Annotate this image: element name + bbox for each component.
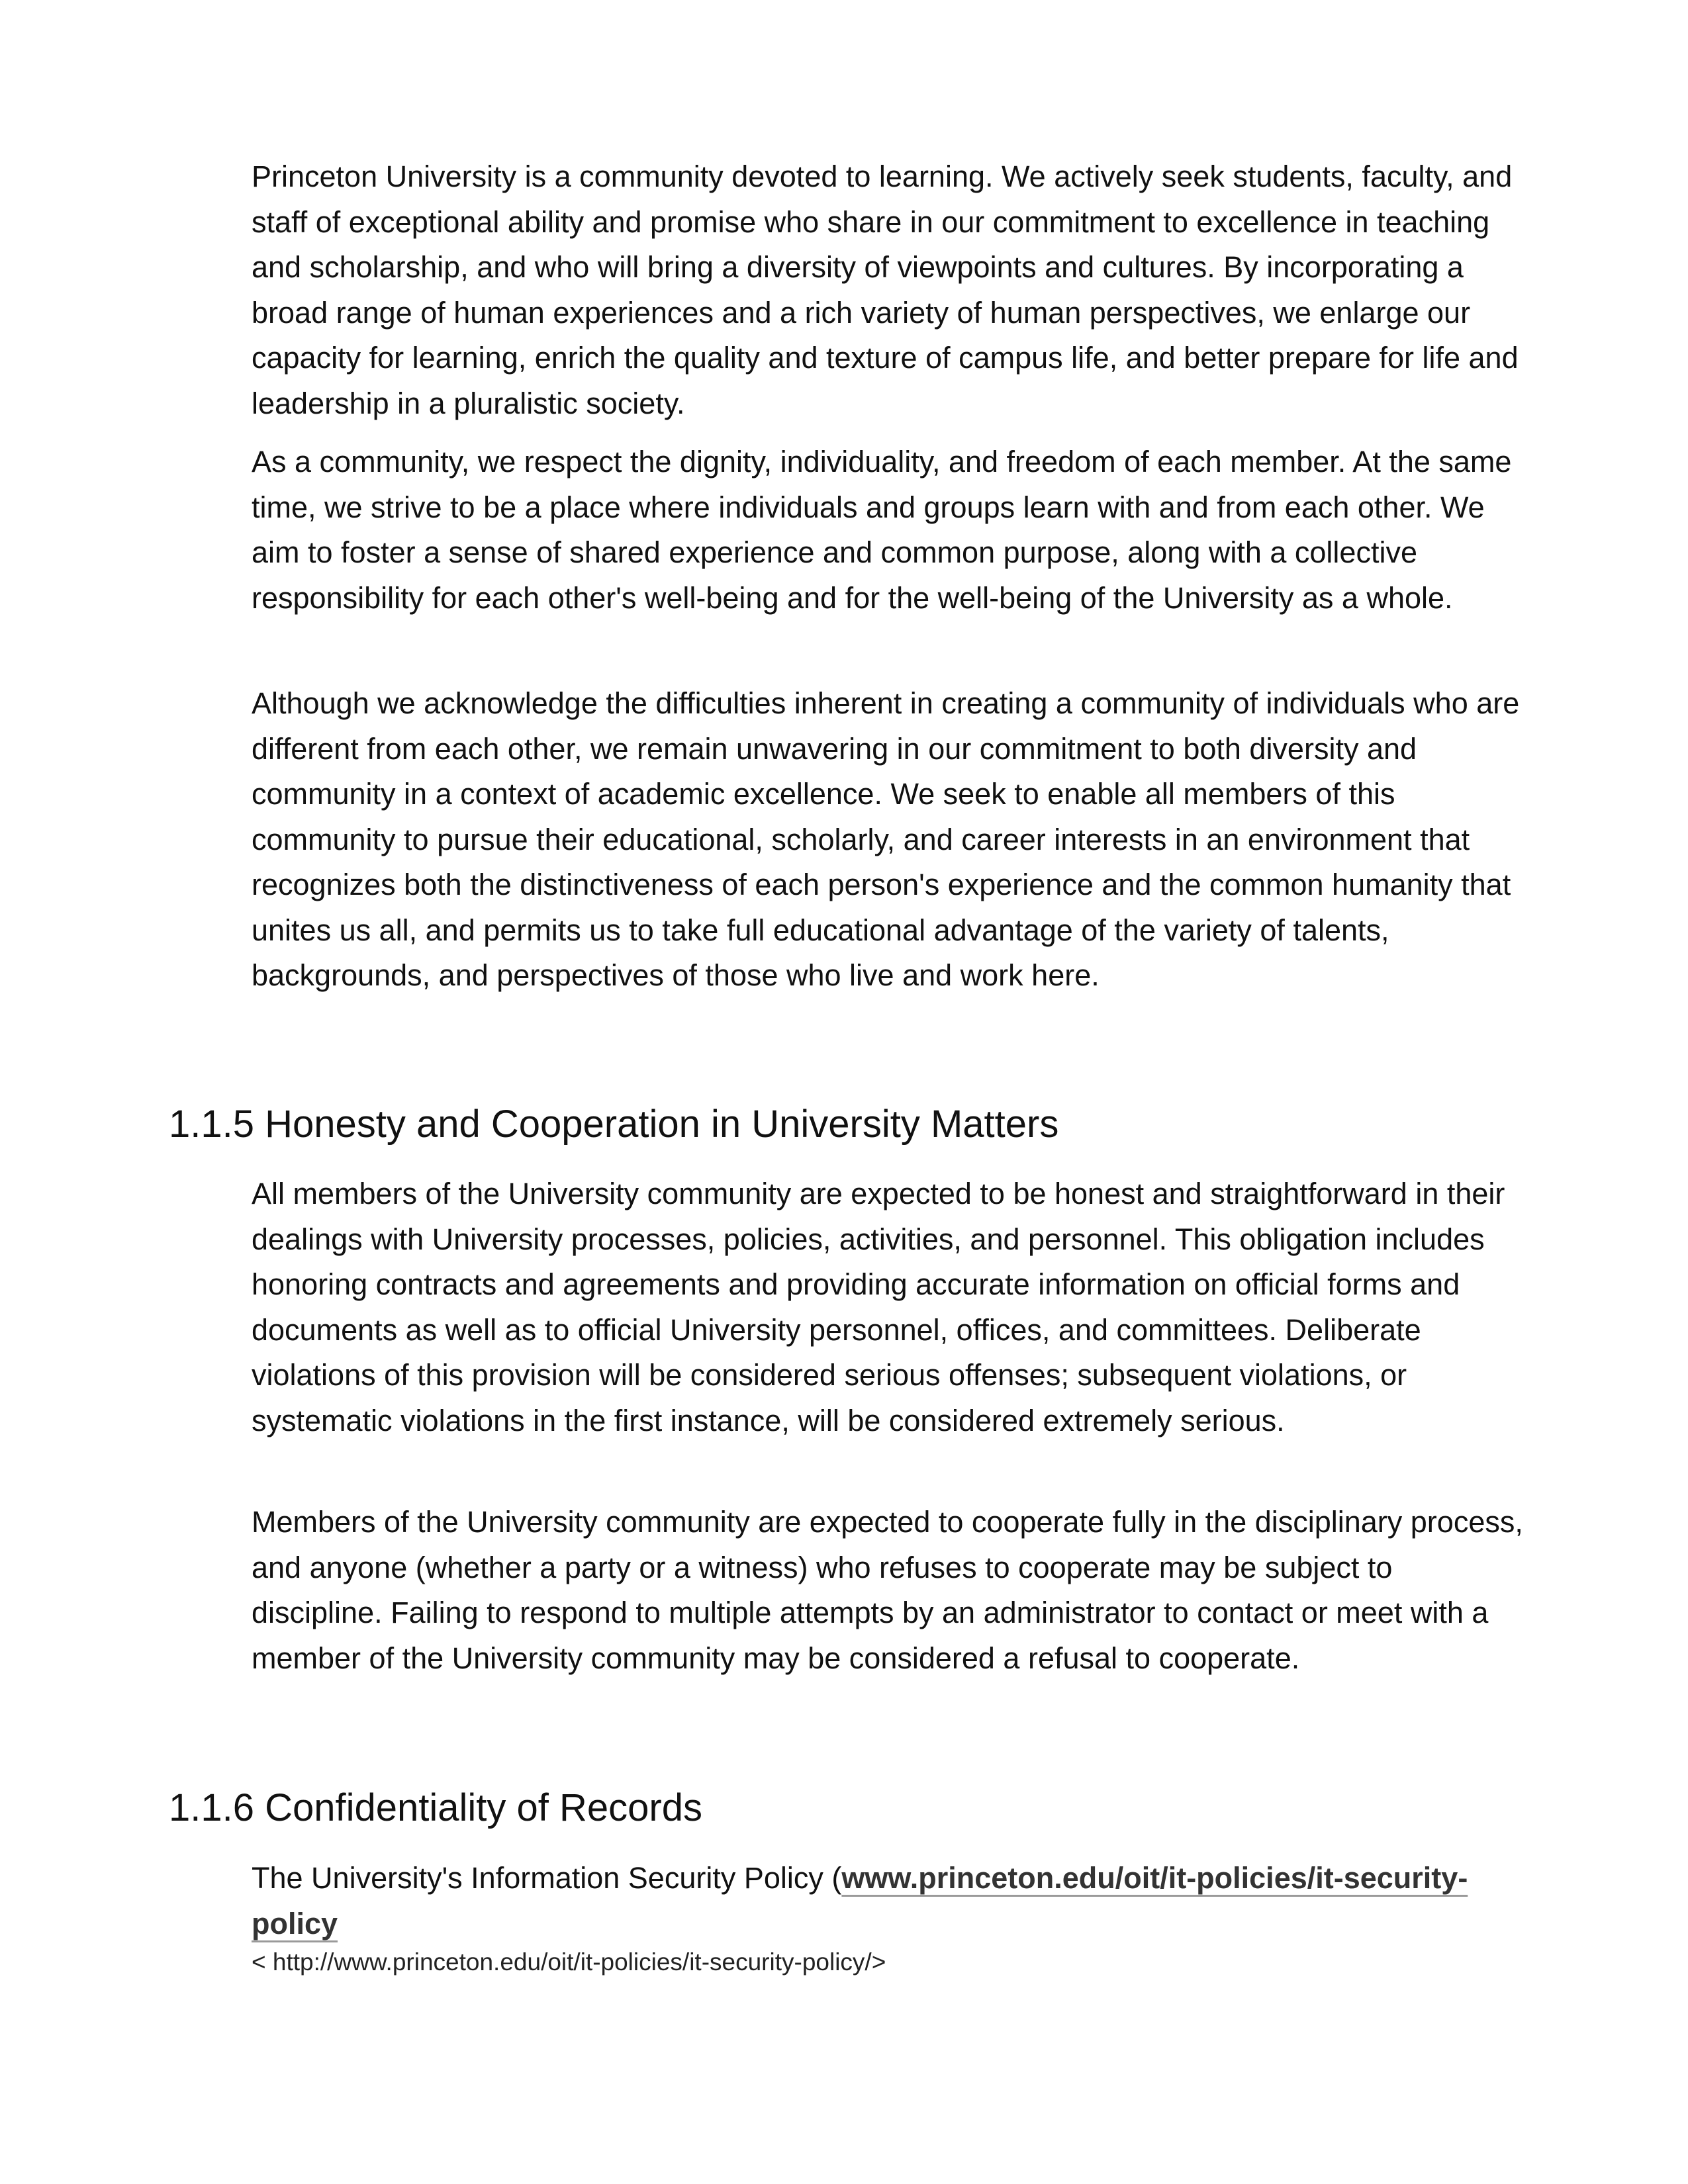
- security-policy-paragraph: [252, 1856, 1529, 1946]
- diversity-paragraph-2: As a community, we respect the dignity, individuality, and freedom of each member. At the same time, we strive to be a place where individuals and groups learn with and from each other. We aim to foster a sense of shared experience and common purpose, along with a collective responsibility for each other's well-being and for the well-being of the University as a whole.: [252, 445, 1512, 615]
- diversity-paragraph-3: Although we acknowledge the difficulties inherent in creating a community of individuals who are different from each other, we remain unwavering in our commitment to both diversity and community in a context of academic excellence. We seek to enable all members of this community to pursue their educational, scholarly, and career interests in an environment that recognizes both the distinctiveness of each person's experience and the common humanity that unites us all, and permits us to take full educational advantage of the variety of talents, backgrounds, and perspectives of those who live and work here.: [252, 686, 1520, 992]
- diversity-paragraph-1: Princeton University is a community devoted to learning. We actively seek students, faculty, and staff of exceptional ability and promise who share in our commitment to excellence in teaching and scholarship, and who will bring a diversity of viewpoints and cultures. By incorporating a broad range of human experiences and a rich variety of human perspectives, we enlarge our capacity for learning, enrich the quality and texture of campus life, and better prepare for life and leadership in a pluralistic society.: [252, 159, 1519, 420]
- security-policy-footnote-url: < http://www.princeton.edu/oit/it-policies/it-security-policy/>: [252, 1948, 886, 1976]
- cooperation-paragraph-2: Members of the University community are expected to cooperate fully in the disciplinary process, and anyone (whether a party or a witness) who refuses to cooperate may be subject to discipline. Failing to respond to multiple attempts by an administrator to contact or meet with a member of the University community may be considered a refusal to cooperate.: [252, 1505, 1523, 1675]
- honesty-paragraph-1: All members of the University community are expected to be honest and straightforward in their dealings with University processes, policies, activities, and personnel. This obligation includes honoring contracts and agreements and providing accurate information on official forms and documents as well as to official University personnel, offices, and committees. Deliberate violations of this provision will be considered serious offenses; subsequent violations, or systematic violations in the first instance, will be considered extremely serious.: [252, 1177, 1505, 1437]
- section-heading-honesty-cooperation: 1.1.5 Honesty and Cooperation in University Matters: [169, 1103, 1059, 1146]
- security-policy-link[interactable]: www.princeton.edu/oit/it-policies/it-security-policy: [252, 1861, 1468, 1940]
- section-heading-confidentiality-records: 1.1.6 Confidentiality of Records: [169, 1786, 702, 1829]
- security-policy-intro-text: The University's Information Security Policy (: [252, 1861, 842, 1895]
